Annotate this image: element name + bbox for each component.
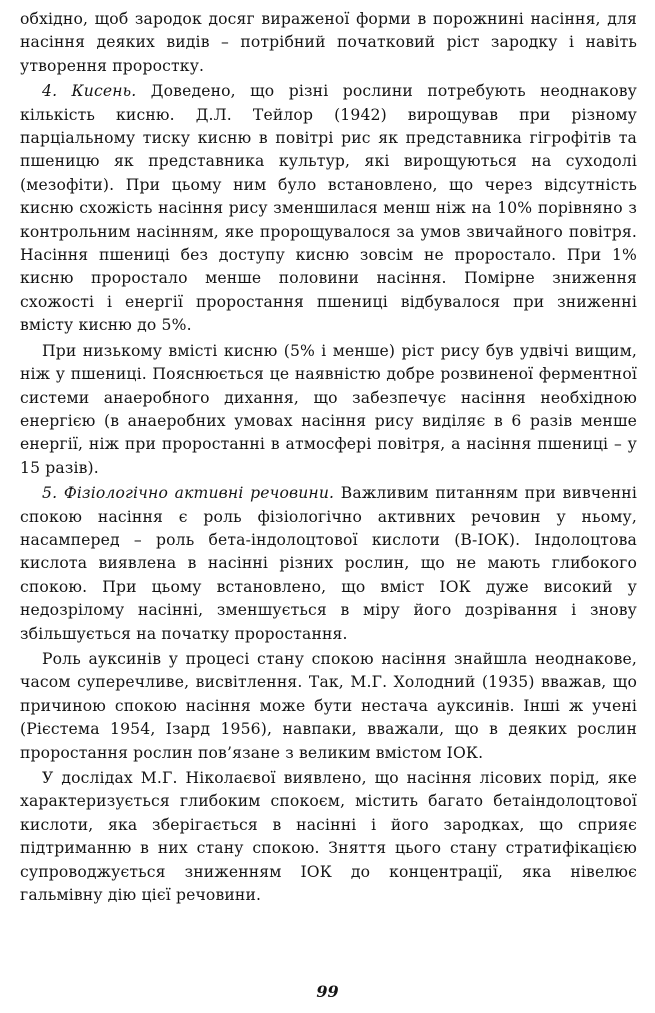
paragraph-text: Доведено, що різні рослини потребують неоднакову кількість кисню. Д.Л. Тейлор (1942) вирощував при різному парціальному тиску кисню в повітрі рис як представника гігрофітів та пшеницю як представника культур, які вирощуються на суходолі (мезофіти). При цьому ним було встановлено, що через відсутність кисню схожість насіння рису зменшилася менш ніж на 10% порівняно з контрольним насінням, яке пророщувалося за умов звичайного повітря. Насіння пшениці без доступу кисню зовсім не проростало. При 1% кисню проростало менше половини насіння. Помірне зниження схожості і енергії проростання пшениці відбувалося при зниженні вмісту кисню до 5%. xyxy=(20,82,637,335)
section-heading-active-substances: 5. Фізіологічно активні речовини. xyxy=(42,484,335,503)
paragraph-text: Роль ауксинів у процесі стану спокою насіння знайшла неоднакове, часом суперечливе, висвітлення. Так, М.Г. Холодний (1935) вважав, що причиною спокою насіння може бути нестача ауксинів. Інші ж учені (Рієстема 1954, Ізард 1956), навпаки, вважали, що в деяких рослин проростання рослин пов’язане з великим вмістом ІОК. xyxy=(20,649,637,762)
section-heading-oxygen: 4. Кисень. xyxy=(42,82,137,101)
paragraph-text: При низькому вмісті кисню (5% і менше) ріст рису був удвічі вищим, ніж у пшениці. Пояснюється це наявністю добре розвиненої ферментної системи анаеробного дихання, що забезпечує насіння необхідною енергією (в анаеробних умовах насіння рису виділяє в 6 разів менше енергії, ніж при проростанні в атмосфері повітря, а насіння пшениці – у 15 разів). xyxy=(20,341,637,477)
paragraph-auxins xyxy=(20,648,637,765)
paragraph-text: Важливим питанням при вивченні спокою насіння є роль фізіологічно активних речовин у ньому, насамперед – роль бета-індолоцтової кислоти (В-ІОК). Індолоцтова кислота виявлена в насінні різних рослин, що не мають глибокого спокою. При цьому встановлено, що вміст ІОК дуже високий у недозрілому насінні, зменшується в міру його дозрівання і знову збільшується на початку проростання. xyxy=(20,484,637,643)
paragraph-active-substances xyxy=(20,482,637,646)
page-number: 99 xyxy=(316,982,339,1001)
paragraph-oxygen xyxy=(20,80,637,337)
paragraph-text: обхідно, щоб зародок досяг вираженої форми в порожнині насіння, для насіння деяких видів – потрібний початковий ріст зародку і навіть утворення проростку. xyxy=(20,10,637,75)
paragraph-continuation xyxy=(20,8,637,78)
paragraph-text: У дослідах М.Г. Ніколаєвої виявлено, що насіння лісових порід, яке характеризується глибоким спокоєм, містить багато бетаіндолоцтової кислоти, яка зберігається в насінні і його зародках, що сприяє підтриманню в них стану спокою. Зняття цього стану стратифікацією супроводжується зниженням ІОК до концентрації, яка нівелює гальмівну дію цієї речовини. xyxy=(20,769,637,905)
document-page xyxy=(20,8,637,998)
paragraph-rice-wheat xyxy=(20,340,637,480)
paragraph-nikolaeva xyxy=(20,767,637,907)
